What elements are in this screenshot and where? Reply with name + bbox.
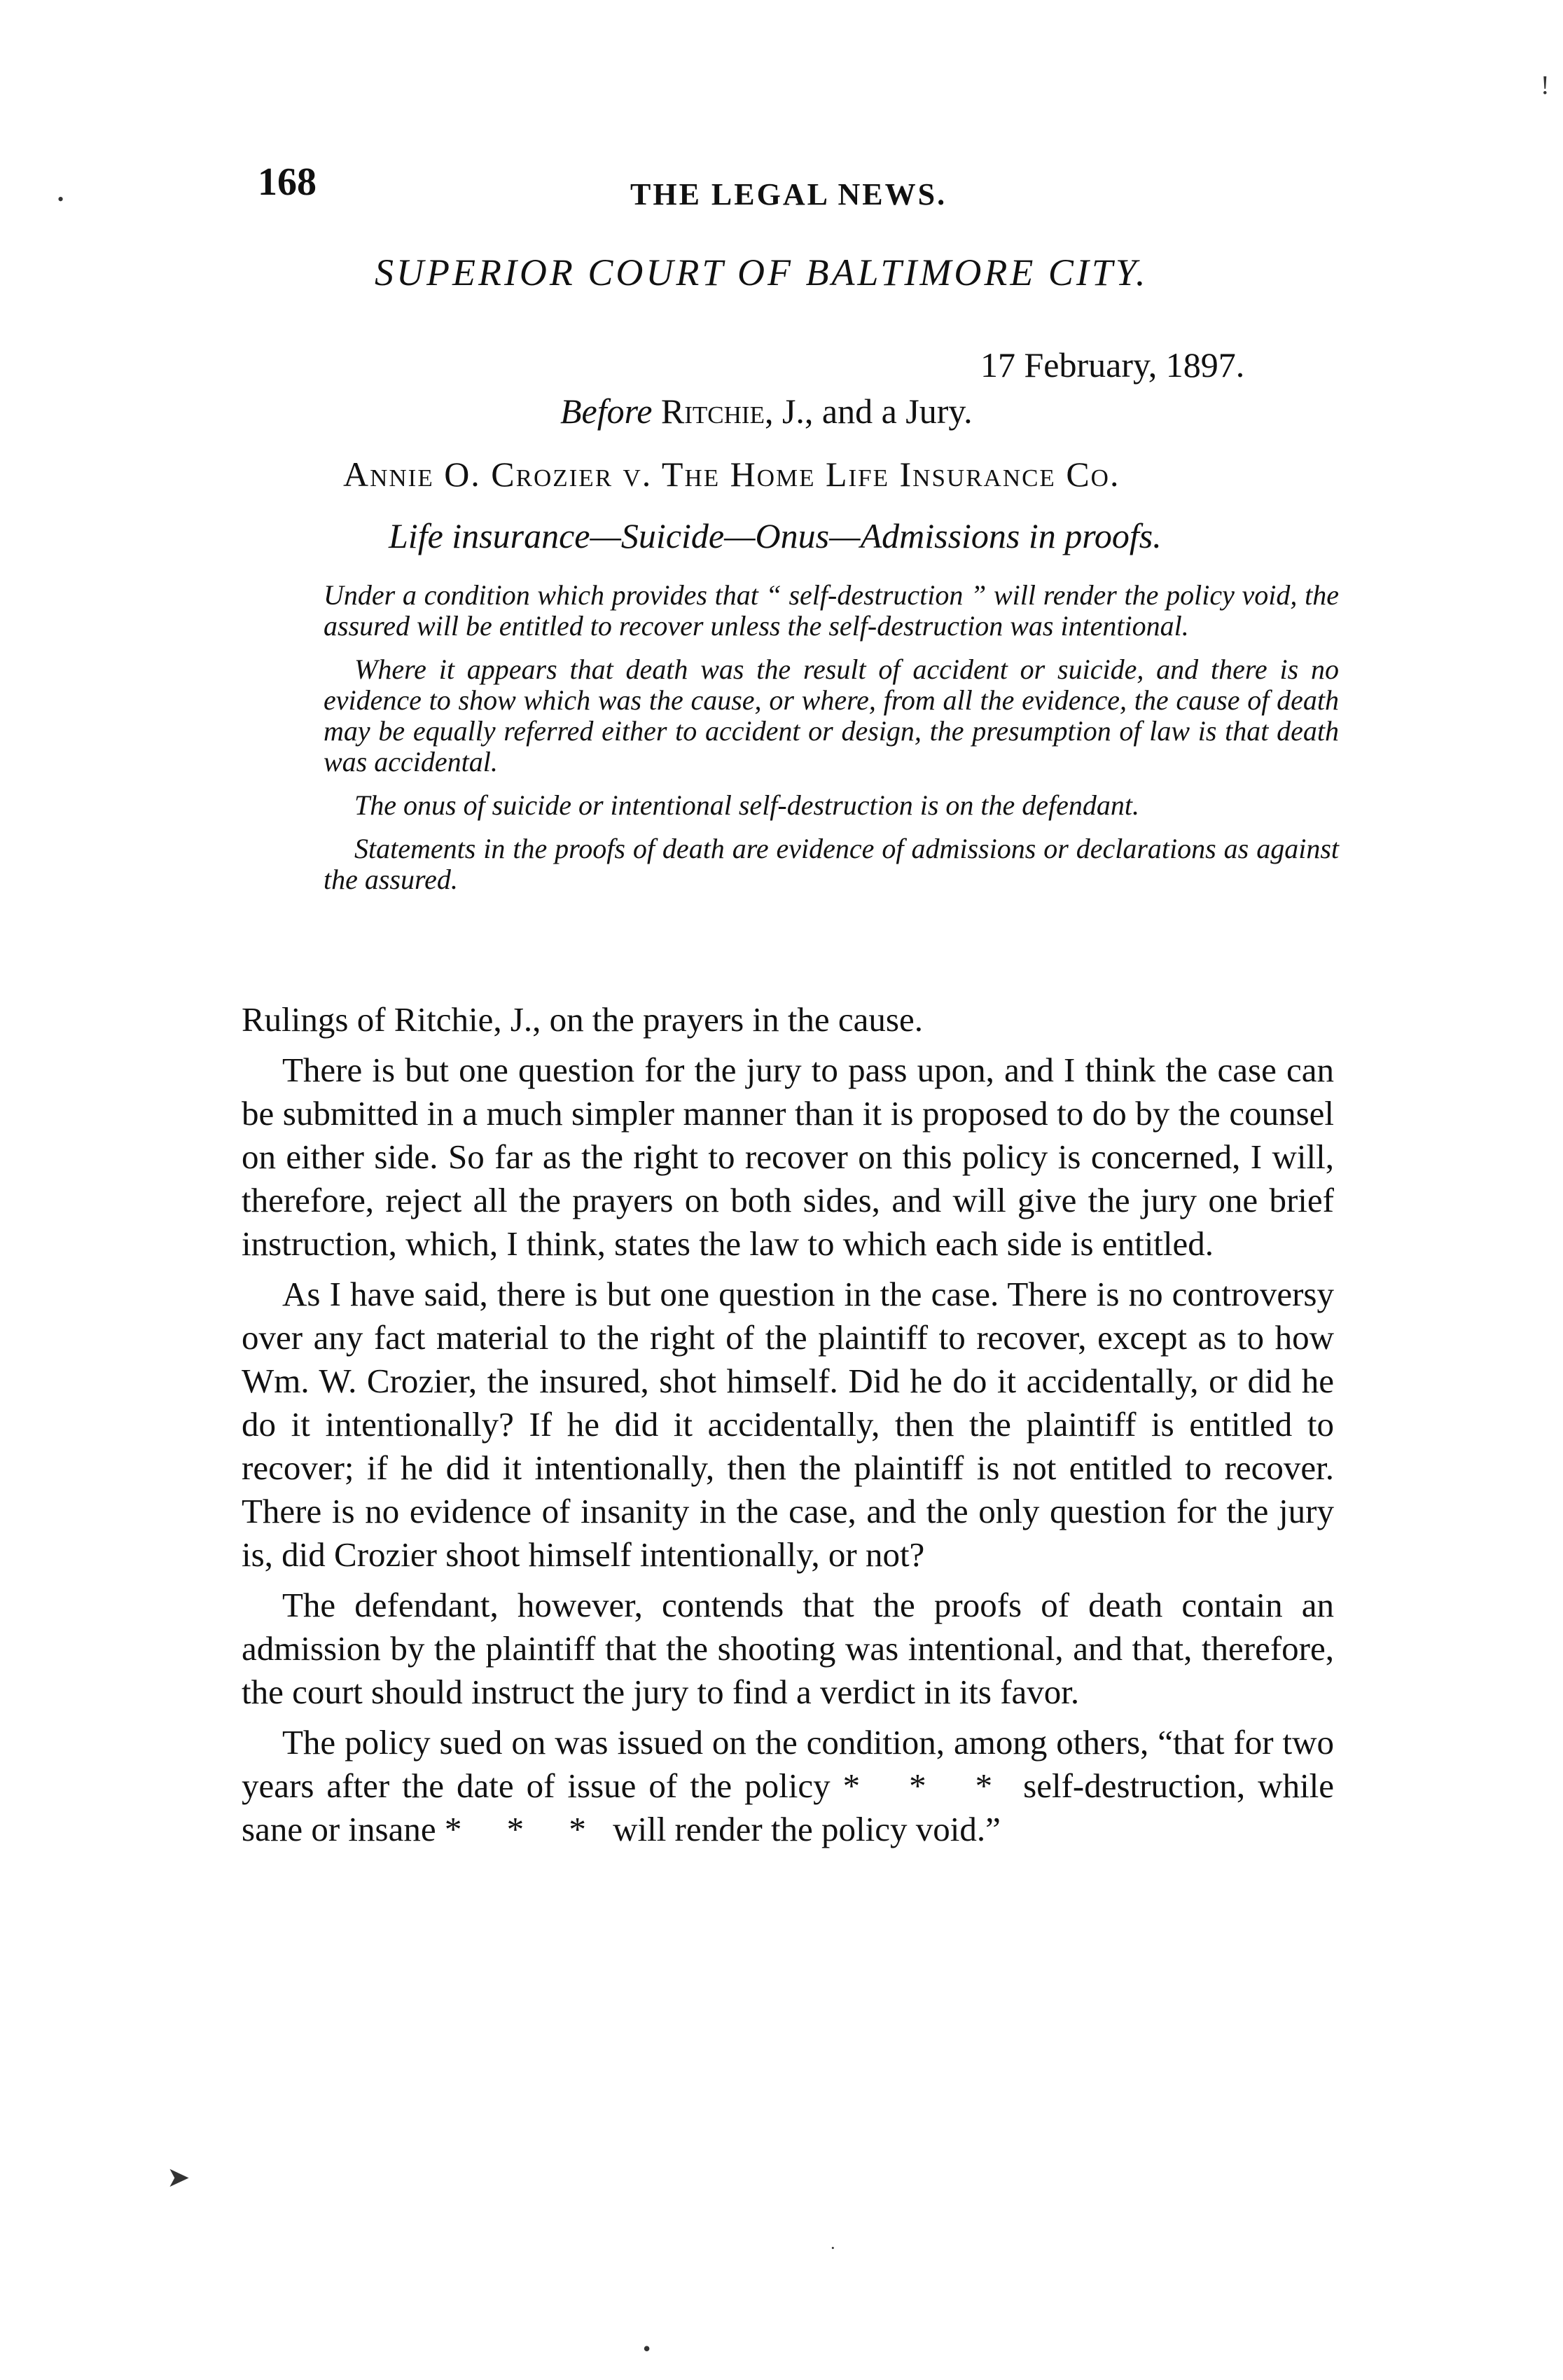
headnotes	[324, 580, 1339, 908]
ellipsis-stars-2: * * *	[444, 1810, 604, 1848]
policy-quote-a: The policy sued on was issued on the condition, among others, “that for two years after the date of issue of the policy	[242, 1723, 1334, 1805]
bench-judge: Ritchie	[660, 392, 765, 431]
journal-title: THE LEGAL NEWS.	[630, 177, 947, 212]
opinion-paragraph-3: The defendant, however, contends that the proofs of death contain an admission by the plaintiff that the shooting was intentional, and that, therefore, the court should instruct the jury to find a verdict in its favor.	[242, 1586, 1334, 1711]
case-topics: Life insurance—Suicide—Onus—Admissions in proofs.	[389, 516, 1162, 555]
opinion-paragraph-4	[242, 1721, 1334, 1851]
scan-speck-mark: •	[57, 189, 64, 209]
headnote-2: Where it appears that death was the result of accident or suicide, and there is no evidence to show which was the cause, or where, from all the evidence, the cause of death may be equally referred either to accident or design, the presumption of law is that death was accidental.	[324, 653, 1339, 777]
case-caption: Annie O. Crozier v. The Home Life Insurance Co.	[343, 455, 1120, 494]
opinion-body	[242, 998, 1334, 1858]
running-head	[238, 160, 1331, 216]
scan-bottom-mark: •	[643, 2336, 651, 2361]
policy-quote-b: self-destruction, while sane or insane	[242, 1766, 1335, 1848]
headnote-1: Under a condition which provides that “ self-destruction ” will render the policy void, the assured will be entitled to recover unless the self-destruction was intentional.	[324, 579, 1339, 642]
opinion-paragraph-2: As I have said, there is but one question in the case. There is no controversy over any fact material to the right of the plaintiff to recover, except as to how Wm. W. Crozier, the insured, shot himself. Did he do it accidentally, or did he do it intentionally? If he did it accidentally, then the plaintiff is entitled to recover; if he did it intentionally, then the plaintiff is not entitled to recover. There is no evidence of insanity in the case, and the only question for the jury is, did Crozier shoot himself intentionally, or not?	[242, 1275, 1334, 1574]
opinion-paragraph-1: There is but one question for the jury to pass upon, and I think the case can be submitted in a much simpler manner than it is proposed to do by the counsel on either side. So far as the right to recover on this policy is concerned, I will, therefore, reject all the prayers on both sides, and will give the jury one brief instruction, which, I think, states the law to which each side is entitled.	[242, 1051, 1334, 1263]
headnote-4: Statements in the proofs of death are evidence of admissions or declarations as against the assured.	[324, 833, 1339, 895]
bench-line	[560, 391, 973, 431]
bench-before: Before	[560, 392, 653, 431]
rulings-line: Rulings of Ritchie, J., on the prayers in the cause.	[242, 1000, 923, 1039]
policy-quote-c: will render the policy void.”	[613, 1810, 1001, 1848]
headnote-3: The onus of suicide or intentional self-destruction is on the defendant.	[354, 789, 1139, 821]
page-number: 168	[258, 160, 317, 204]
bench-rest: , J., and a Jury.	[764, 392, 973, 431]
court-heading: SUPERIOR COURT OF BALTIMORE CITY.	[375, 251, 1148, 293]
scan-dot-mark: ·	[830, 2238, 836, 2258]
ellipsis-stars-1: * * *	[842, 1766, 1011, 1805]
decision-date: 17 February, 1897.	[980, 345, 1245, 385]
scan-edge-mark: !	[1541, 71, 1550, 100]
scan-arrow-mark: ➤	[167, 2161, 190, 2193]
